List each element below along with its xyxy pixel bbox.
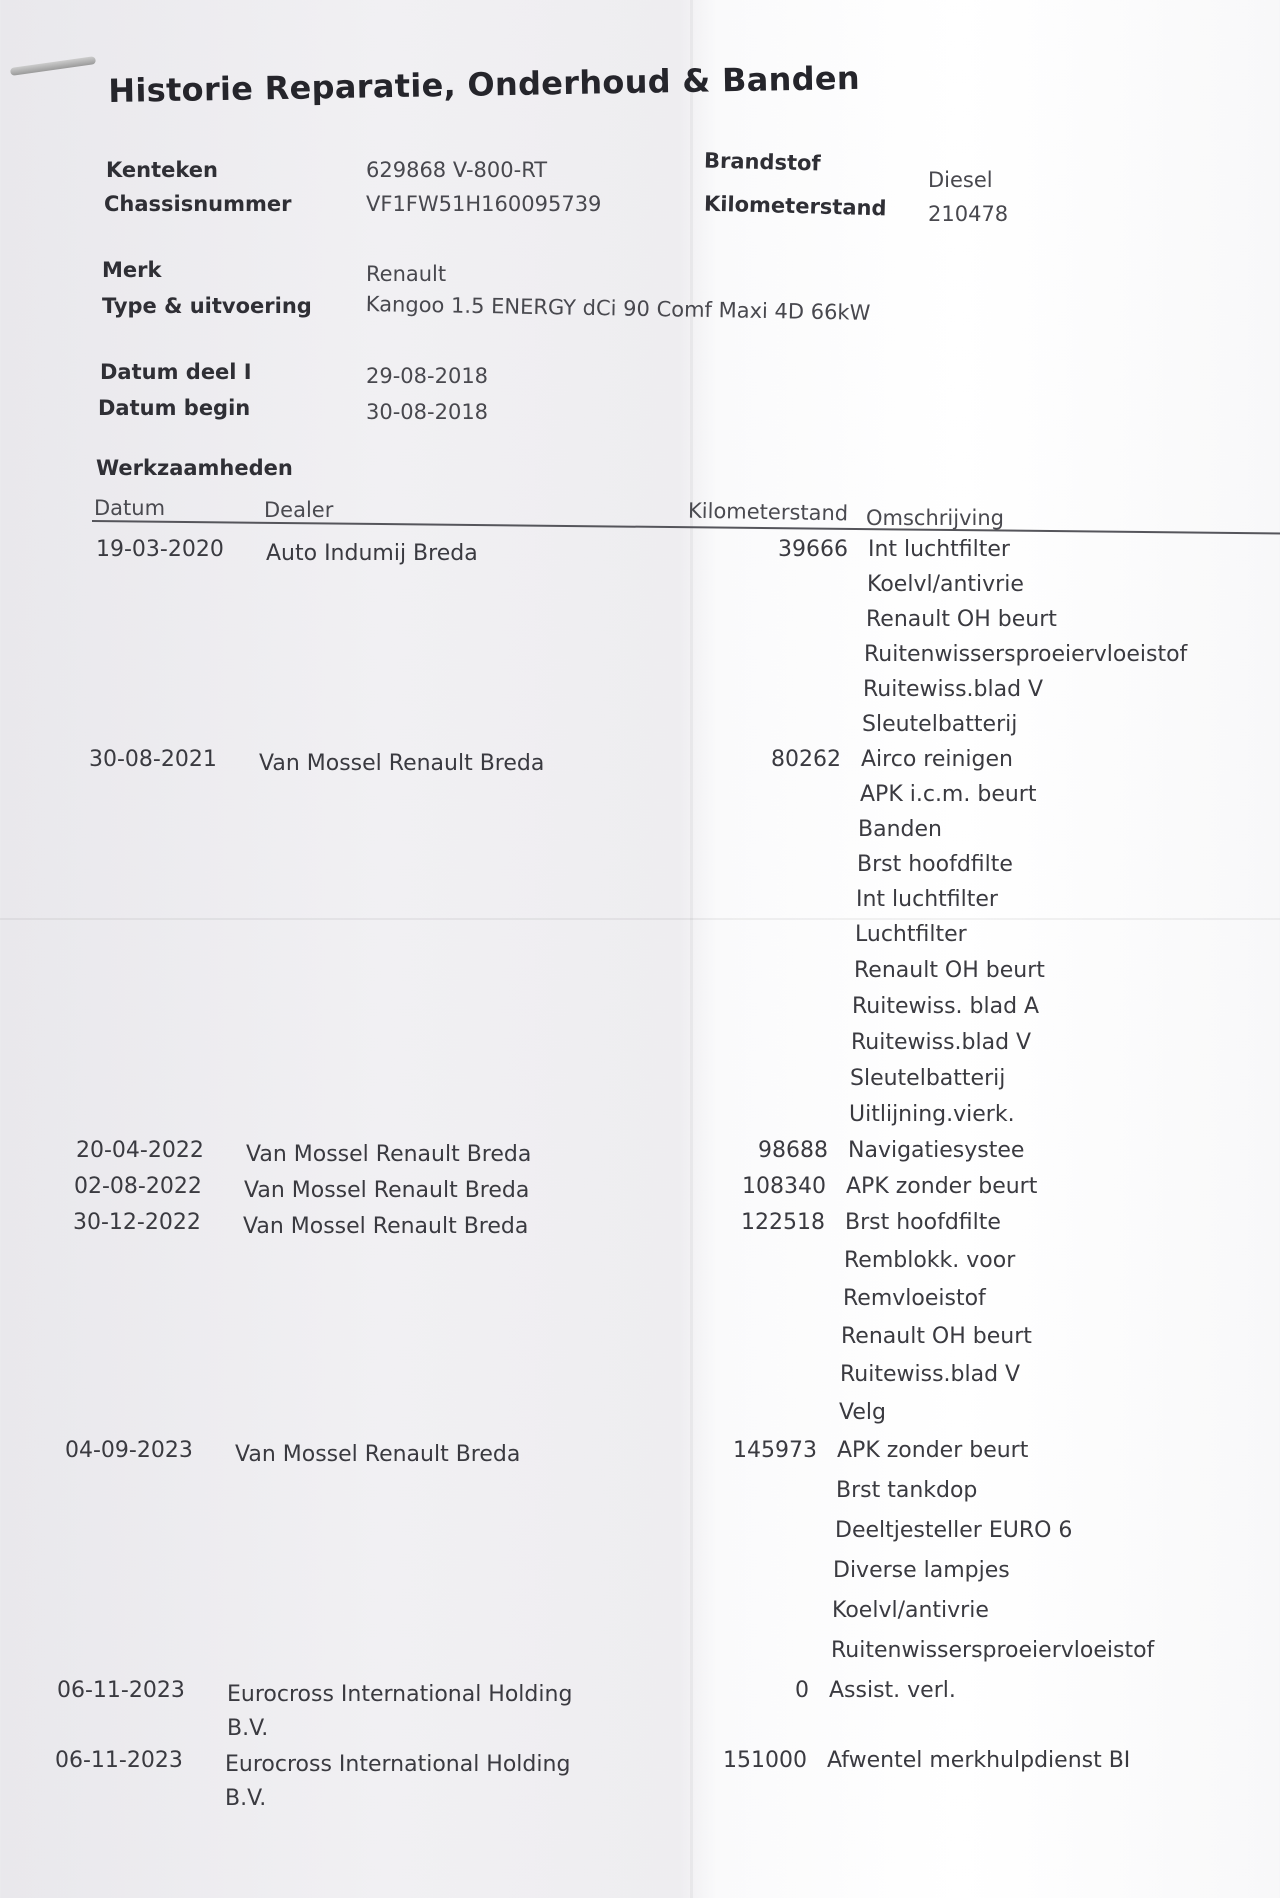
row-description: Ruitewiss.blad V — [863, 677, 1044, 702]
row-kilometerstand: 0 — [795, 1678, 809, 1703]
row-description: Diverse lampjes — [833, 1558, 1010, 1583]
row-description: Koelvl/antivrie — [867, 572, 1024, 597]
table-row — [0, 1324, 1280, 1358]
row-date: 02-08-2022 — [74, 1174, 202, 1199]
row-dealer: Auto Indumij Breda — [266, 541, 478, 566]
table-row — [0, 1748, 1280, 1811]
row-description: Ruitenwissersproeiervloeistof — [864, 642, 1188, 667]
row-date: 19-03-2020 — [96, 537, 224, 562]
row-description: Koelvl/antivrie — [832, 1598, 989, 1623]
datum-deel-label: Datum deel I — [100, 360, 252, 384]
table-row — [0, 572, 1280, 606]
row-description: Velg — [839, 1400, 886, 1425]
table-row — [0, 537, 1280, 571]
type-value: Kangoo 1.5 ENERGY dCi 90 Comf Maxi 4D 66kW — [365, 292, 871, 325]
table-row — [0, 1638, 1280, 1672]
header-datum: Datum — [94, 496, 166, 520]
row-kilometerstand: 108340 — [742, 1174, 826, 1199]
table-row — [0, 1558, 1280, 1592]
table-row — [0, 1066, 1280, 1100]
chassis-label: Chassisnummer — [104, 192, 292, 216]
row-dealer: Eurocross International Holding B.V. — [225, 1752, 571, 1811]
brandstof-label: Brandstof — [703, 148, 821, 176]
row-date: 06-11-2023 — [55, 1748, 183, 1773]
table-row — [0, 642, 1280, 676]
werkzaamheden-heading: Werkzaamheden — [96, 456, 293, 480]
datum-begin-label: Datum begin — [98, 396, 251, 420]
table-row — [0, 1400, 1280, 1434]
table-row — [0, 607, 1280, 641]
header-dealer: Dealer — [264, 498, 334, 522]
table-row — [0, 958, 1280, 992]
brandstof-value: Diesel — [928, 168, 993, 192]
row-kilometerstand: 145973 — [733, 1438, 817, 1463]
table-row — [0, 1438, 1280, 1472]
table-row — [0, 852, 1280, 886]
table-row — [0, 887, 1280, 921]
table-row — [0, 922, 1280, 956]
row-description: Brst hoofdfilte — [857, 852, 1013, 877]
paperclip-icon — [10, 56, 96, 76]
row-dealer: Eurocross International Holding B.V. — [227, 1682, 573, 1741]
row-kilometerstand: 80262 — [771, 747, 841, 772]
row-description: Afwentel merkhulpdienst BI — [827, 1748, 1131, 1773]
row-date: 20-04-2022 — [76, 1138, 204, 1163]
row-description: Banden — [858, 817, 942, 842]
row-description: Deeltjesteller EURO 6 — [835, 1518, 1073, 1543]
row-description: Remvloeistof — [843, 1286, 986, 1311]
table-row — [0, 994, 1280, 1028]
row-description: Ruitewiss.blad V — [851, 1030, 1032, 1055]
row-description: Ruitewiss.blad V — [840, 1362, 1021, 1387]
row-description: Navigatiesystee — [848, 1138, 1025, 1163]
row-description: Luchtfilter — [855, 922, 967, 947]
table-row — [0, 1518, 1280, 1552]
row-description: Assist. verl. — [829, 1678, 956, 1703]
row-date: 06-11-2023 — [57, 1678, 185, 1703]
table-row — [0, 1362, 1280, 1396]
merk-label: Merk — [102, 258, 162, 282]
row-description: Brst hoofdfilte — [845, 1210, 1001, 1235]
table-row — [0, 1248, 1280, 1282]
row-dealer: Van Mossel Renault Breda — [244, 1178, 530, 1203]
table-row — [0, 712, 1280, 746]
table-row — [0, 1678, 1280, 1741]
chassis-value: VF1FW51H160095739 — [366, 192, 602, 216]
row-description: Int luchtfilter — [856, 887, 998, 912]
table-row — [0, 1030, 1280, 1064]
row-description: Ruitenwissersproeiervloeistof — [831, 1638, 1155, 1663]
row-description: Uitlijning.vierk. — [849, 1102, 1015, 1127]
merk-value: Renault — [366, 262, 447, 286]
row-kilometerstand: 98688 — [758, 1138, 828, 1163]
kilometerstand-value: 210478 — [928, 202, 1009, 226]
table-row — [0, 817, 1280, 851]
row-description: APK i.c.m. beurt — [860, 782, 1037, 807]
row-dealer: Van Mossel Renault Breda — [235, 1442, 521, 1467]
row-date: 30-08-2021 — [89, 747, 217, 772]
kilometerstand-label: Kilometerstand — [703, 191, 887, 221]
row-description: Sleutelbatterij — [850, 1066, 1006, 1091]
row-description: Brst tankdop — [836, 1478, 978, 1503]
table-row — [0, 782, 1280, 816]
table-row — [0, 1138, 1280, 1172]
header-divider — [92, 520, 1280, 534]
table-row — [0, 1102, 1280, 1136]
table-row — [0, 1174, 1280, 1208]
row-description: Int luchtfilter — [868, 537, 1010, 562]
row-kilometerstand: 122518 — [741, 1210, 825, 1235]
row-dealer: Van Mossel Renault Breda — [243, 1214, 529, 1239]
row-description: Airco reinigen — [861, 747, 1013, 772]
header-omschrijving: Omschrijving — [866, 506, 1004, 530]
row-date: 30-12-2022 — [73, 1210, 201, 1235]
row-description: APK zonder beurt — [846, 1174, 1038, 1199]
row-description: Ruitewiss. blad A — [852, 994, 1040, 1019]
table-row — [0, 747, 1280, 781]
row-date: 04-09-2023 — [65, 1438, 193, 1463]
table-row — [0, 1478, 1280, 1512]
row-kilometerstand: 151000 — [723, 1748, 807, 1773]
row-description: Sleutelbatterij — [862, 712, 1018, 737]
row-description: Renault OH beurt — [866, 607, 1057, 632]
row-description: APK zonder beurt — [837, 1438, 1029, 1463]
row-description: Remblokk. voor — [844, 1248, 1016, 1273]
table-row — [0, 1210, 1280, 1244]
kenteken-label: Kenteken — [106, 158, 218, 182]
row-dealer: Van Mossel Renault Breda — [246, 1142, 532, 1167]
datum-deel-value: 29-08-2018 — [366, 364, 489, 388]
table-row — [0, 1286, 1280, 1320]
table-row — [0, 677, 1280, 711]
header-kilometerstand: Kilometerstand — [687, 498, 849, 526]
table-row — [0, 1598, 1280, 1632]
kenteken-value: 629868 V-800-RT — [366, 158, 548, 182]
row-dealer: Van Mossel Renault Breda — [259, 751, 545, 776]
row-description: Renault OH beurt — [841, 1324, 1032, 1349]
datum-begin-value: 30-08-2018 — [366, 400, 489, 424]
document-title: Historie Reparatie, Onderhoud & Banden — [108, 58, 861, 110]
row-kilometerstand: 39666 — [778, 537, 848, 562]
type-label: Type & uitvoering — [102, 294, 312, 318]
row-description: Renault OH beurt — [854, 958, 1045, 983]
